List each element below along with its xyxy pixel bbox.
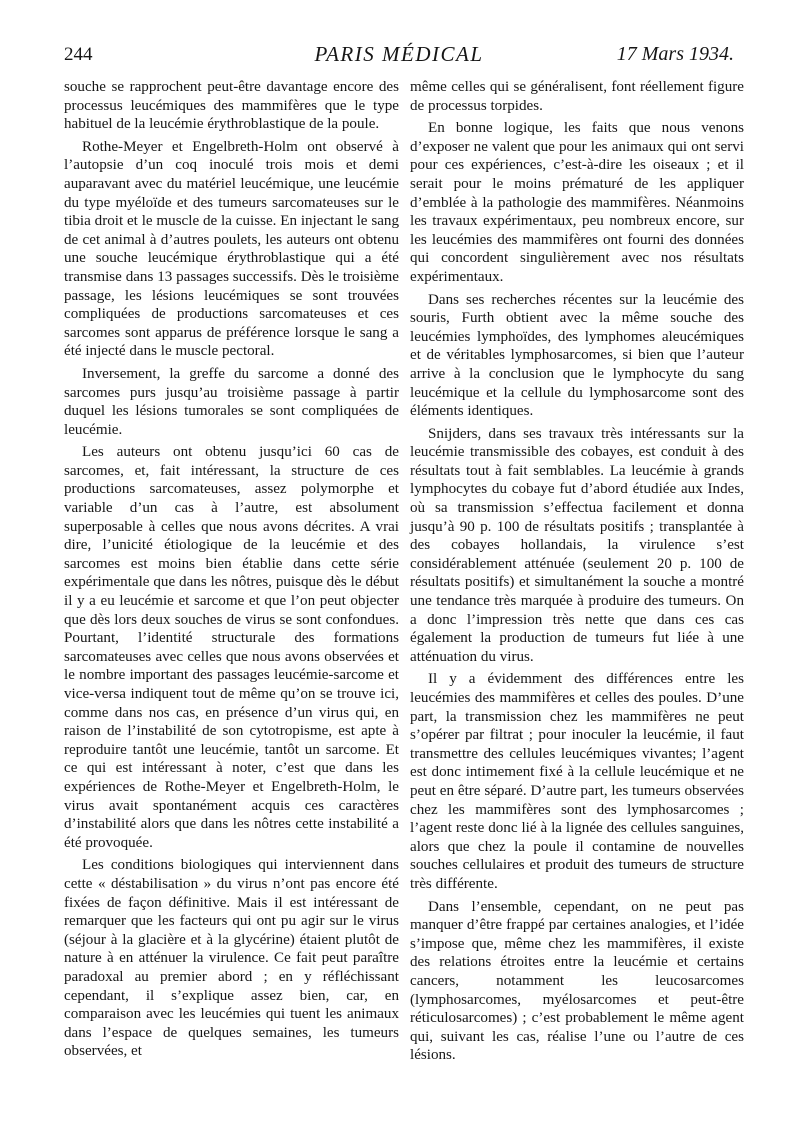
paragraph: Inversement, la greffe du sarcome a donné des sarcomes purs jusqu’au troisième passage à partir duquel les lésions tumorales se sont compliquées de leucémie. — [64, 365, 399, 438]
paragraph: Rothe-Meyer et Engelbreth-Holm ont observé à l’autopsie d’un coq inoculé trois mois et demi auparavant avec du matériel leucémique, une leucémie du type myéloïde et des tumeurs sarcomateuses sur le tibia droit et le muscle de la cuisse. En injectant le sang de cet animal à d’autres poulets, les auteurs ont obtenu une souche leucémique érythroblastique qui a été transmise dans 13 passages successifs. Dès le troisième passage, les lésions leucémiques se sont trouvées compliquées de productions sarcomateuses et ces sarcomes sont apparus de préférence lorsque le sang a été injecté dans le muscle pectoral. — [64, 138, 399, 360]
paragraph: Les auteurs ont obtenu jusqu’ici 60 cas de sarcomes, et, fait intéressant, la structure de ces productions sarcomateuses, assez polymorphe et variable d’un cas à l’autre, est absolument superposable à celles que nous avons décrites. A vrai dire, l’unicité étiologique de la leucémie et des sarcomes est moins bien établie dans cette série expérimentale que dans les nôtres, puisque dès le début il y a eu leucémie et sarcome et que l’on peut objecter que dès lors deux souches de virus se sont confondues. Pourtant, l’identité structurale des formations sarcomateuses avec celles que nous avons observées et le nombre important des passages leucémie-sarcome et vice-versa indiquent tout de même qu’on se trouve ici, comme dans nos cas, en présence d’un virus qui, en raison de l’instabilité de son cytotropisme, est apte à reproduire tantôt une leucémie, tantôt un sarcome. Et ce qui est intéressant à noter, c’est que dans les expériences de Rothe-Meyer et Engelbreth-Holm, le virus avait spontanément acquis ces caractères d’instabilité alors que dans les nôtres cette instabilité a été provoquée. — [64, 444, 399, 851]
page-header — [64, 42, 734, 72]
paragraph: En bonne logique, les faits que nous venons d’exposer ne valent que pour les animaux qui ont servi pour ces expériences, c’est-à-dire les oiseaux ; et il serait pour le moins prématuré de les appliquer d’emblée à la pathologie des mammifères. Néanmoins les travaux expérimentaux, peu nombreux encore, sur les leucémies des mammifères ont fourni des données qui concordent singulièrement avec nos résultats expérimentaux. — [410, 120, 744, 285]
paragraph: souche se rapprochent peut-être davantage encore des processus leucémiques des mammifères que le type habituel de la leucémie érythroblastique de la poule. — [64, 79, 399, 133]
page-number: 244 — [64, 44, 93, 65]
text-column-left — [64, 78, 399, 1065]
paragraph: Il y a évidemment des différences entre les leucémies des mammifères et celles des poules. D’une part, la transmission chez les mammifères ne peut s’opérer par filtrat ; pour inoculer la leucémie, il faut transmettre des cellules leucémiques vivantes; l’agent est donc intimement fixé à la cellule leucémique et ne peut en être séparé. D’autre part, les tumeurs observées chez les mammifères sont des lymphosarcomes ; l’agent reste donc lié à la lignée des cellules sanguines, alors que chez la poule il contamine de nouvelles souches cellulaires et produit des tumeurs de structure très différente. — [410, 671, 744, 892]
journal-title: PARIS MÉDICAL — [314, 42, 484, 66]
paragraph: Dans l’ensemble, cependant, on ne peut pas manquer d’être frappé par certaines analogies, et l’idée s’impose que, même chez les mammifères, il existe des relations étroites entre la leucémie et certains cancers, notamment les leucosarcomes (lymphosarcomes, myélosarcomes et peut-être réticulosarcomes) ; c’est probablement le même agent qui, suivant les cas, réalise l’une ou l’autre de ces lésions. — [410, 898, 744, 1064]
paragraph: Les conditions biologiques qui interviennent dans cette « déstabilisation » du virus n’ont pas encore été fixées de façon définitive. Mais il est intéressant de remarquer que les facteurs qui ont pu agir sur le virus (séjour à la glacière et à la glycérine) étaient plutôt de nature à en atténuer la virulence. Ce fait peut paraître paradoxal au premier abord ; en y réfléchissant cependant, il s’explique assez bien, car, en comparaison avec les leucémies qui tuent les animaux dans l’espace de quelques semaines, les tumeurs observées, et — [64, 857, 399, 1060]
paragraph: Snijders, dans ses travaux très intéressants sur la leucémie transmissible des cobayes, est conduit à des résultats tout à fait semblables. La leucémie à grands lymphocytes du cobaye fut d’abord étudiée aux Indes, où sa transmission s’effectua facilement et donna jusqu’à 90 p. 100 de résultats positifs ; transplantée à des cobayes hollandais, la virulence s’est considérablement atténuée (seulement 20 p. 100 de résultats positifs) et simultanément la souche a montré une tendance très marquée à produire des tumeurs. On a donc l’impression très nette que dans ces cas également la production de tumeurs fut liée à une atténuation du virus. — [410, 425, 744, 665]
paragraph: Dans ses recherches récentes sur la leucémie des souris, Furth obtient avec la même souche des leucémies lymphoïdes, des lymphomes aleucémiques et de véritables lymphosarcomes, si bien que l’auteur arrive à la conclusion que le lymphocyte du sang leucémique et la cellule du lymphosarcome sont des éléments identiques. — [410, 291, 744, 420]
text-column-right — [410, 78, 744, 1069]
paragraph: même celles qui se généralisent, font réellement figure de processus torpides. — [410, 79, 744, 114]
issue-date: 17 Mars 1934. — [616, 43, 734, 65]
